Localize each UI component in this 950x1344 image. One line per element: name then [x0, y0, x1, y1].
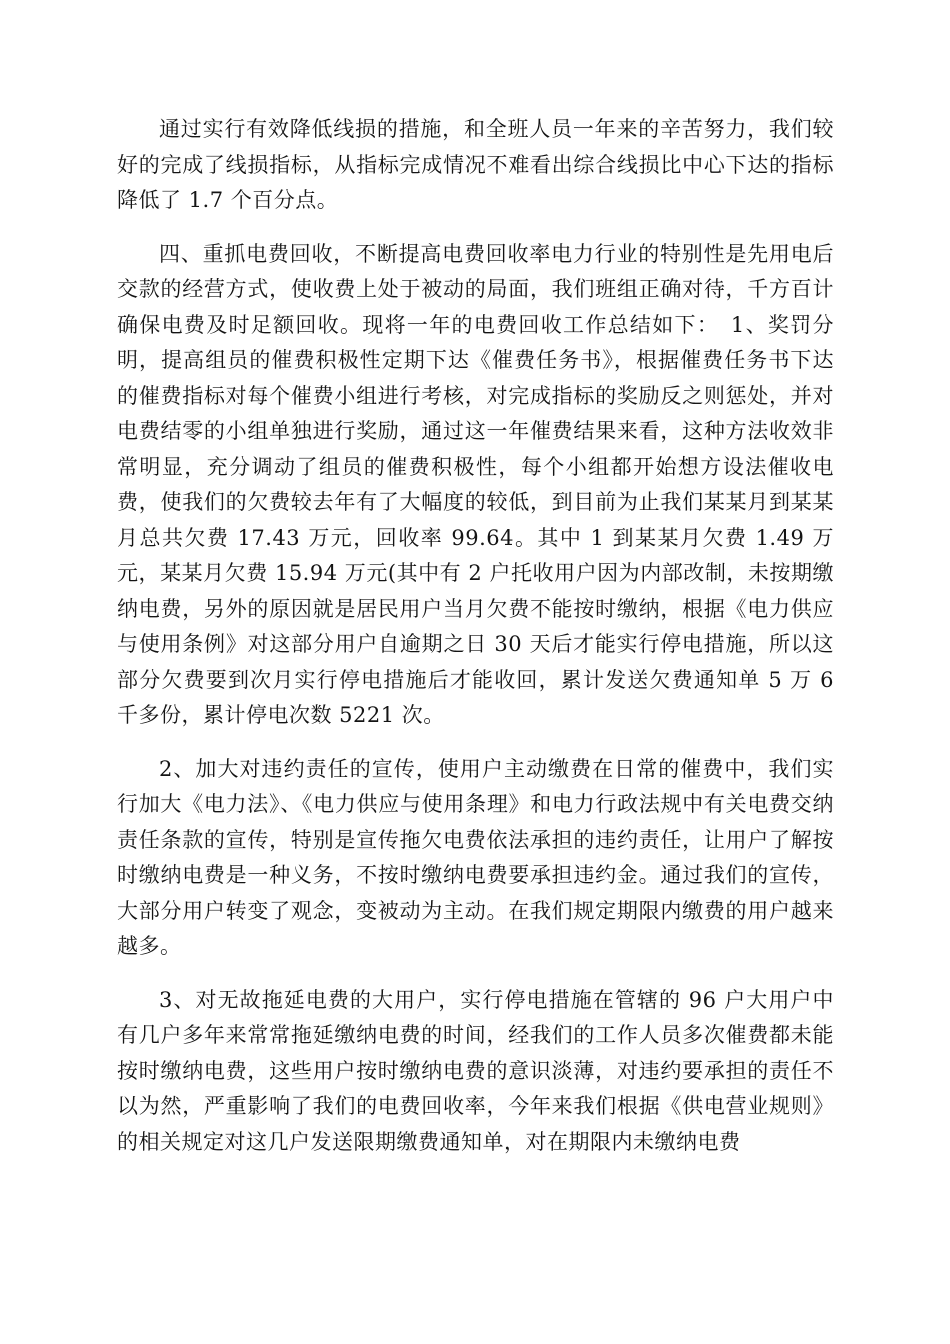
paragraph-breach-publicity: 2、加大对违约责任的宣传，使用户主动缴费在日常的催费中，我们实行加大《电力法》、《电力供应与使用条理》和电力行政法规中有关电费交纳责任条款的宣传，特别是宣传拖欠电费依法承担的违约责任，让用户了解按时缴纳电费是一种义务，不按时缴纳电费要承担违约金。通过我们的宣传，大部分用户转变了观念，变被动为主动。在我们规定期限内缴费的用户越来越多。: [117, 756, 834, 958]
paragraph-large-user-power-cut: 3、对无故拖延电费的大用户，实行停电措施在管辖的 96 户大用户中有几户多年来常常拖延缴纳电费的时间，经我们的工作人员多次催费都未能按时缴纳电费，这些用户按时缴纳电费的意识淡薄，对违约要承担的责任不以为然，严重影响了我们的电费回收率，今年来我们根据《供电营业规则》的相关规定对这几户发送限期缴费通知单，对在期限内未缴纳电费: [117, 987, 834, 1154]
document-body: [117, 112, 834, 1178]
paragraph-line-loss-summary: 通过实行有效降低线损的措施，和全班人员一年来的辛苦努力，我们较好的完成了线损指标，从指标完成情况不难看出综合线损比中心下达的指标降低了 1.7 个百分点。: [117, 117, 834, 212]
paragraph-fee-collection: 四、重抓电费回收，不断提高电费回收率电力行业的特别性是先用电后交款的经营方式，使收费上处于被动的局面，我们班组正确对待，千方百计确保电费及时足额回收。现将一年的电费回收工作总结如下： 1、奖罚分明，提高组员的催费积极性定期下达《催费任务书》，根据催费任务书下达的催费指标对每个催费小组进行考核，对完成指标的奖励反之则惩处，并对电费结零的小组单独进行奖励，通过这一年催费结果来看，这种方法收效非常明显，充分调动了组员的催费积极性，每个小组都开始想方设法催收电费，使我们的欠费较去年有了大幅度的较低，到目前为止我们某某月到某某月总共欠费 17.43 万元，回收率 99.64。其中 1 到某某月欠费 1.49 万元，某某月欠费 15.94 万元(其中有 2 户托收用户因为内部改制，未按期缴纳电费，另外的原因就是居民用户当月欠费不能按时缴纳，根据《电力供应与使用条例》对这部分用户自逾期之日 30 天后才能实行停电措施，所以这部分欠费要到次月实行停电措施后才能收回，累计发送欠费通知单 5 万 6 千多份，累计停电次数 5221 次。: [117, 241, 834, 727]
